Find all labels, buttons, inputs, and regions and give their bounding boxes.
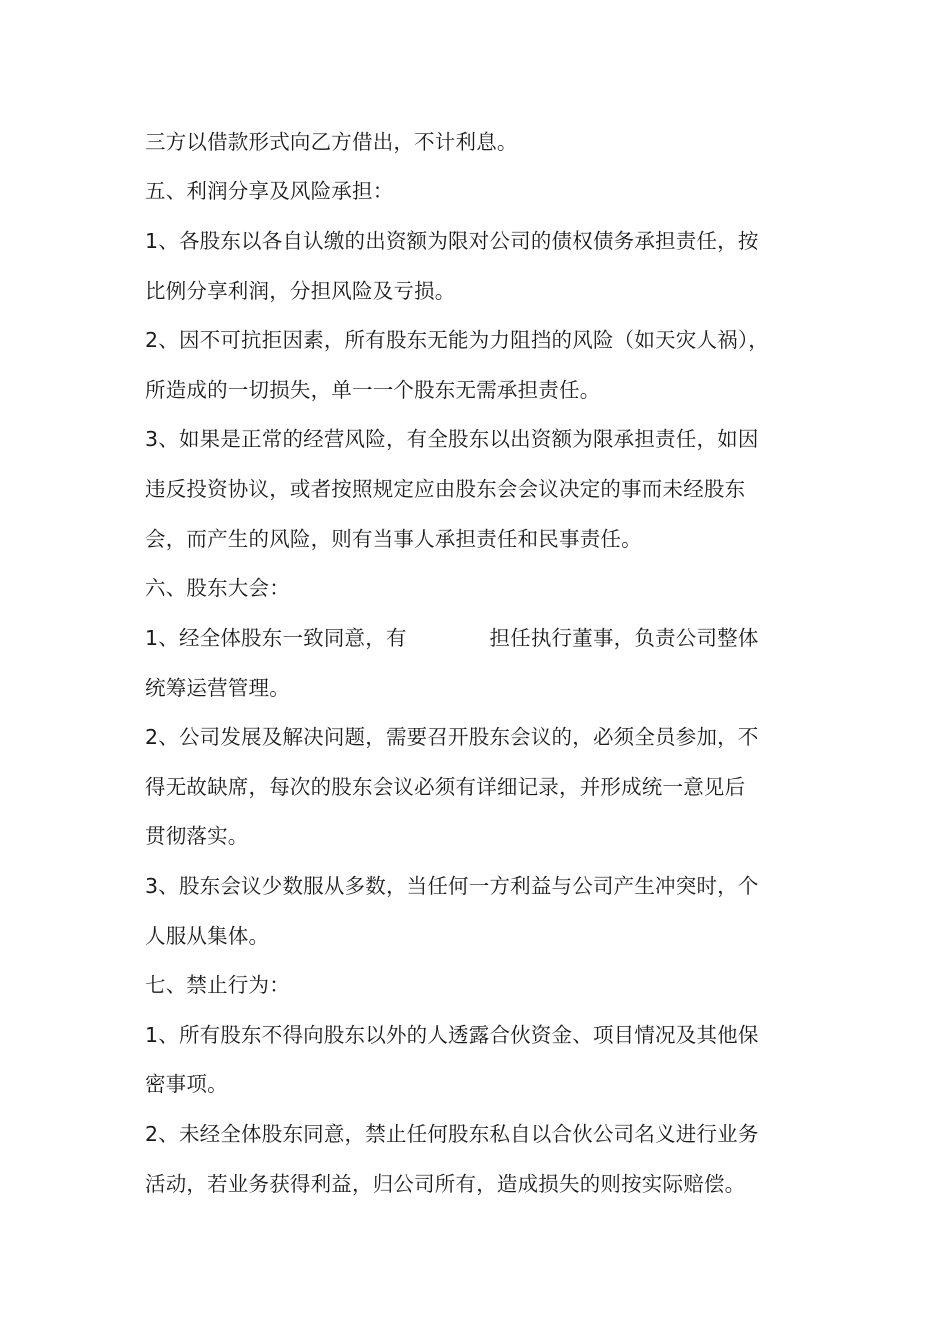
body-text-line: 密事项。 <box>145 1072 228 1096</box>
body-text-line: 比例分享利润，分担风险及亏损。 <box>145 279 456 303</box>
body-text-line: 活动，若业务获得利益，归公司所有，造成损失的则按实际赔偿。 <box>145 1172 746 1196</box>
section-heading: 七、禁止行为： <box>145 973 290 997</box>
body-text-line: 人服从集体。 <box>145 924 270 948</box>
body-text-line: 得无故缺席，每次的股东会议必须有详细记录，并形成统一意见后 <box>145 775 746 799</box>
body-text-line: 贯彻落实。 <box>145 824 249 848</box>
body-text-line: 3、股东会议少数服从多数，当任何一方利益与公司产生冲突时，个 <box>145 874 759 898</box>
section-heading: 五、利润分享及风险承担： <box>145 179 394 203</box>
section-heading: 六、股东大会： <box>145 576 290 600</box>
body-text-line: 3、如果是正常的经营风险，有全股东以出资额为限承担责任，如因 <box>145 427 759 451</box>
body-text-line: 三方以借款形式向乙方借出，不计利息。 <box>145 130 518 154</box>
body-text-line: 1、各股东以各自认缴的出资额为限对公司的债权债务承担责任，按 <box>145 229 759 253</box>
body-text-line: 所造成的一切损失，单一一个股东无需承担责任。 <box>145 378 601 402</box>
body-text-line: 会，而产生的风险，则有当事人承担责任和民事责任。 <box>145 527 642 551</box>
body-text-line: 2、公司发展及解决问题，需要召开股东会议的，必须全员参加，不 <box>145 725 759 749</box>
body-text-line: 统筹运营管理。 <box>145 676 290 700</box>
body-text-line: 1、经全体股东一致同意，有 担任执行董事，负责公司整体 <box>145 626 759 650</box>
body-text-line: 2、未经全体股东同意，禁止任何股东私自以合伙公司名义进行业务 <box>145 1122 759 1146</box>
body-text-line: 1、所有股东不得向股东以外的人透露合伙资金、项目情况及其他保 <box>145 1023 759 1047</box>
body-text-line: 违反投资协议，或者按照规定应由股东会会议决定的事而未经股东 <box>145 477 746 501</box>
body-text-line: 2、因不可抗拒因素，所有股东无能为力阻挡的风险（如天灾人祸）， <box>145 328 769 352</box>
